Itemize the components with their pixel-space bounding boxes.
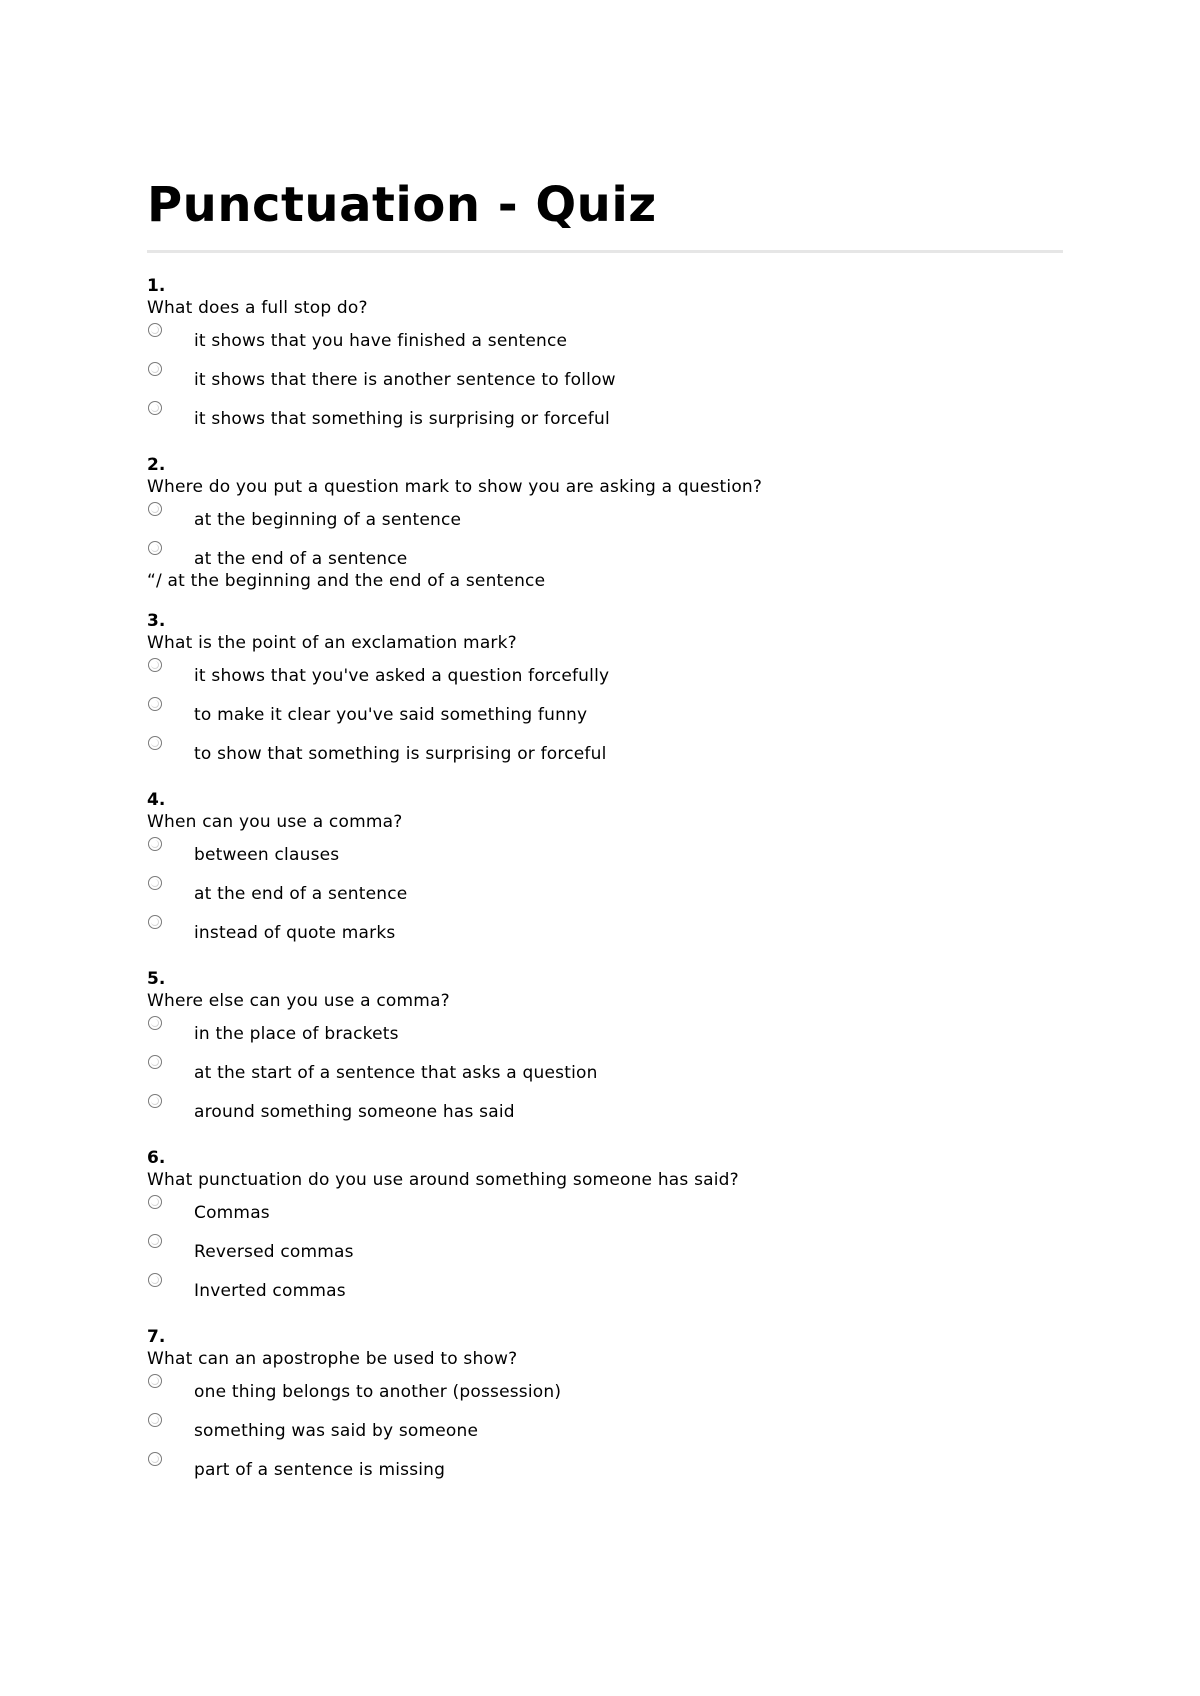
answer-label[interactable]: around something someone has said xyxy=(194,1102,515,1122)
answer-option[interactable] xyxy=(147,911,1063,950)
quiz-questions xyxy=(147,275,1063,1505)
question-number: 6. xyxy=(147,1148,166,1168)
answer-label[interactable]: Reversed commas xyxy=(194,1242,354,1262)
radio-button[interactable] xyxy=(148,541,162,555)
answer-label[interactable]: to show that something is surprising or forceful xyxy=(194,744,607,764)
answer-label[interactable]: Commas xyxy=(194,1203,270,1223)
radio-button[interactable] xyxy=(148,1055,162,1069)
answer-option[interactable] xyxy=(147,397,1063,436)
radio-button[interactable] xyxy=(148,1273,162,1287)
answer-option[interactable] xyxy=(147,693,1063,732)
answer-option[interactable] xyxy=(147,1269,1063,1308)
answer-option[interactable] xyxy=(147,1012,1063,1051)
answer-option[interactable] xyxy=(147,1409,1063,1448)
answer-option[interactable] xyxy=(147,358,1063,397)
answer-label[interactable]: it shows that there is another sentence to follow xyxy=(194,370,616,390)
question-text: What is the point of an exclamation mark? xyxy=(147,633,517,653)
radio-button[interactable] xyxy=(148,658,162,672)
question-number: 1. xyxy=(147,276,166,296)
answer-option[interactable] xyxy=(147,732,1063,771)
question-text: What does a full stop do? xyxy=(147,298,368,318)
radio-button[interactable] xyxy=(148,1374,162,1388)
radio-button[interactable] xyxy=(148,736,162,750)
answer-option[interactable] xyxy=(147,1230,1063,1269)
question-number: 3. xyxy=(147,611,166,631)
answer-label[interactable]: instead of quote marks xyxy=(194,923,396,943)
radio-button[interactable] xyxy=(148,697,162,711)
title-divider xyxy=(147,250,1063,253)
answer-option[interactable] xyxy=(147,654,1063,693)
answer-option[interactable] xyxy=(147,1370,1063,1409)
question-3 xyxy=(147,610,1063,771)
question-4 xyxy=(147,789,1063,950)
radio-button[interactable] xyxy=(148,915,162,929)
answer-label[interactable]: Inverted commas xyxy=(194,1281,346,1301)
question-1 xyxy=(147,275,1063,436)
answer-option[interactable] xyxy=(147,1051,1063,1090)
question-5 xyxy=(147,968,1063,1129)
answer-label[interactable]: it shows that you have finished a sentence xyxy=(194,331,568,351)
radio-button[interactable] xyxy=(148,1413,162,1427)
answer-label[interactable]: it shows that you've asked a question forcefully xyxy=(194,666,610,686)
question-number: 7. xyxy=(147,1327,166,1347)
answer-option[interactable] xyxy=(147,498,1063,537)
question-2 xyxy=(147,454,1063,592)
answer-label[interactable]: part of a sentence is missing xyxy=(194,1460,446,1480)
answer-label[interactable]: to make it clear you've said something funny xyxy=(194,705,588,725)
answer-label[interactable]: in the place of brackets xyxy=(194,1024,399,1044)
answer-label[interactable]: at the start of a sentence that asks a question xyxy=(194,1063,598,1083)
question-text: What punctuation do you use around something someone has said? xyxy=(147,1170,739,1190)
answer-label[interactable]: something was said by someone xyxy=(194,1421,479,1441)
question-number: 4. xyxy=(147,790,166,810)
answer-option[interactable] xyxy=(147,1448,1063,1487)
answer-option[interactable] xyxy=(147,872,1063,911)
radio-button[interactable] xyxy=(148,837,162,851)
radio-button[interactable] xyxy=(148,1452,162,1466)
answer-label[interactable]: at the end of a sentence xyxy=(194,884,408,904)
question-text: What can an apostrophe be used to show? xyxy=(147,1349,518,1369)
answer-label[interactable]: it shows that something is surprising or forceful xyxy=(194,409,610,429)
question-text: Where do you put a question mark to show you are asking a question? xyxy=(147,477,763,497)
answer-option[interactable] xyxy=(147,537,1063,576)
radio-button[interactable] xyxy=(148,1234,162,1248)
question-text: When can you use a comma? xyxy=(147,812,403,832)
answer-option[interactable] xyxy=(147,833,1063,872)
radio-button[interactable] xyxy=(148,362,162,376)
unrendered-option-text: “/ at the beginning and the end of a sentence xyxy=(147,571,546,591)
radio-button[interactable] xyxy=(148,323,162,337)
radio-button[interactable] xyxy=(148,876,162,890)
question-6 xyxy=(147,1147,1063,1308)
radio-button[interactable] xyxy=(148,401,162,415)
answer-label[interactable]: at the beginning of a sentence xyxy=(194,510,462,530)
answer-label[interactable]: one thing belongs to another (possession) xyxy=(194,1382,562,1402)
question-text: Where else can you use a comma? xyxy=(147,991,450,1011)
radio-button[interactable] xyxy=(148,1195,162,1209)
radio-button[interactable] xyxy=(148,1016,162,1030)
question-number: 2. xyxy=(147,455,166,475)
question-number: 5. xyxy=(147,969,166,989)
answer-option[interactable] xyxy=(147,1090,1063,1129)
answer-option[interactable] xyxy=(147,319,1063,358)
radio-button[interactable] xyxy=(148,502,162,516)
question-7 xyxy=(147,1326,1063,1487)
answer-label[interactable]: between clauses xyxy=(194,845,340,865)
radio-button[interactable] xyxy=(148,1094,162,1108)
answer-option[interactable] xyxy=(147,1191,1063,1230)
page-title: Punctuation - Quiz xyxy=(147,177,657,233)
answer-label[interactable]: at the end of a sentence xyxy=(194,549,408,569)
